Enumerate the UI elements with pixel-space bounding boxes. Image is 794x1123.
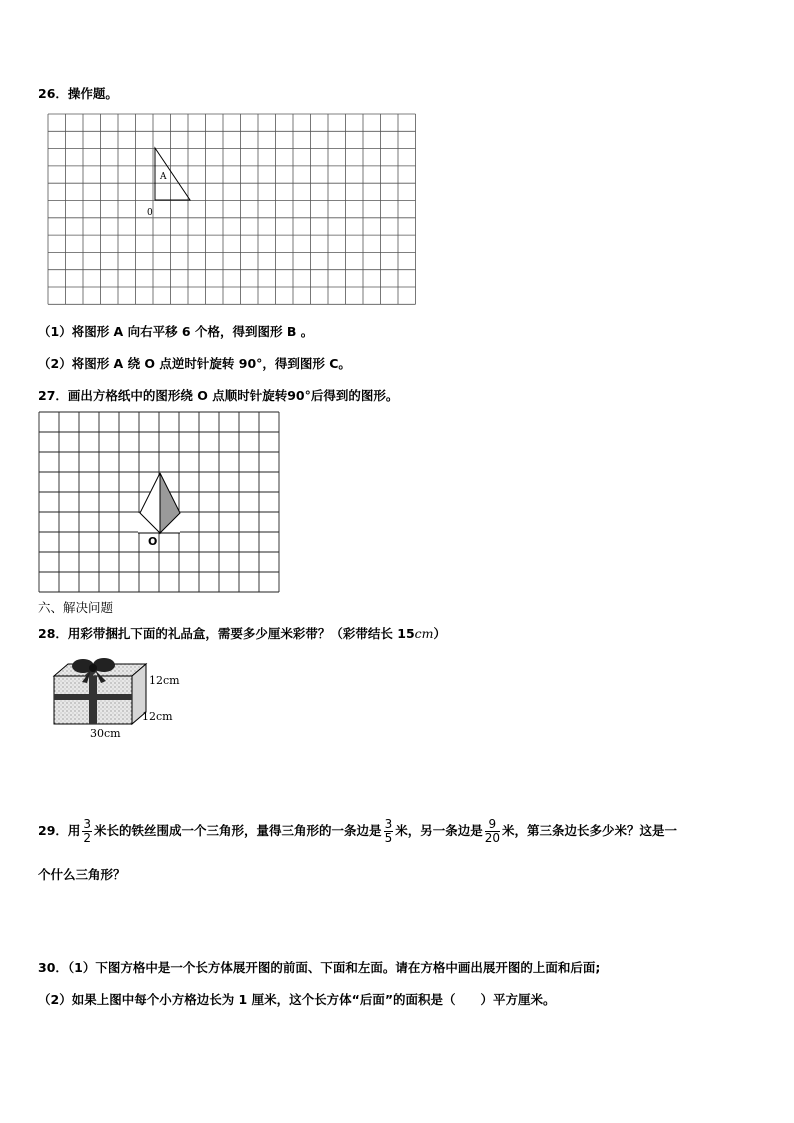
q28-label-length: 30cm — [90, 727, 121, 740]
q29-fraction-3-num: 9 — [485, 818, 500, 832]
q28-gift-box-figure — [46, 654, 196, 740]
q29-line1 — [38, 818, 677, 845]
q26-sub2: （2）将图形 A 绕 O 点逆时针旋转 90°，得到图形 C。 — [38, 356, 351, 371]
q26-label-a: A — [160, 172, 167, 182]
q26-sub1: （1）将图形 A 向右平移 6 个格，得到图形 B 。 — [38, 324, 314, 339]
q26-grid-figure — [47, 113, 424, 306]
q28-label-height: 12cm — [149, 674, 180, 687]
q27-grid-figure — [38, 411, 282, 595]
q29-fraction-3-den: 20 — [484, 831, 500, 845]
q29-fraction-1 — [82, 818, 92, 845]
q29-line2: 个什么三角形？ — [38, 867, 126, 882]
q30-line2: （2）如果上图中每个小方格边长为 1 厘米，这个长方体“后面”的面积是（ ）平方厘米。 — [38, 992, 556, 1007]
q27-title: 27．画出方格纸中的图形绕 O 点顺时针旋转90°后得到的图形。 — [38, 388, 399, 403]
section-six-title: 六、解决问题 — [38, 600, 114, 615]
q28-title-text: 28．用彩带捆扎下面的礼品盒，需要多少厘米彩带？（彩带结长 15 — [38, 626, 415, 641]
q29-fraction-3 — [485, 818, 500, 845]
q28-unit: cm — [414, 626, 434, 641]
q29-fraction-2-den: 5 — [384, 831, 393, 845]
q30-line1: 30．（1）下图方格中是一个长方体展开图的前面、下面和左面。请在方格中画出展开图的上面和后面; — [38, 960, 601, 975]
q26-title: 26．操作题。 — [38, 86, 118, 101]
q29-text-2: 米长的铁丝围成一个三角形，量得三角形的一条边是 — [94, 823, 382, 838]
q28-label-depth: 12cm — [142, 710, 173, 723]
q29-fraction-2 — [384, 818, 394, 845]
q27-label-o: O — [148, 535, 158, 548]
q28-title — [38, 624, 446, 642]
q29-fraction-1-den: 2 — [83, 831, 92, 845]
q29-text-4: 米，第三条边长多少米？这是一 — [502, 823, 678, 838]
q29-fraction-1-num: 3 — [83, 817, 92, 831]
q29-fraction-2-num: 3 — [384, 817, 393, 831]
q29-text-1: 29．用 — [38, 823, 81, 838]
q26-label-o: 0 — [147, 208, 153, 218]
q29-text-3: 米，另一条边是 — [395, 823, 483, 838]
q28-title-close: ） — [433, 626, 447, 641]
